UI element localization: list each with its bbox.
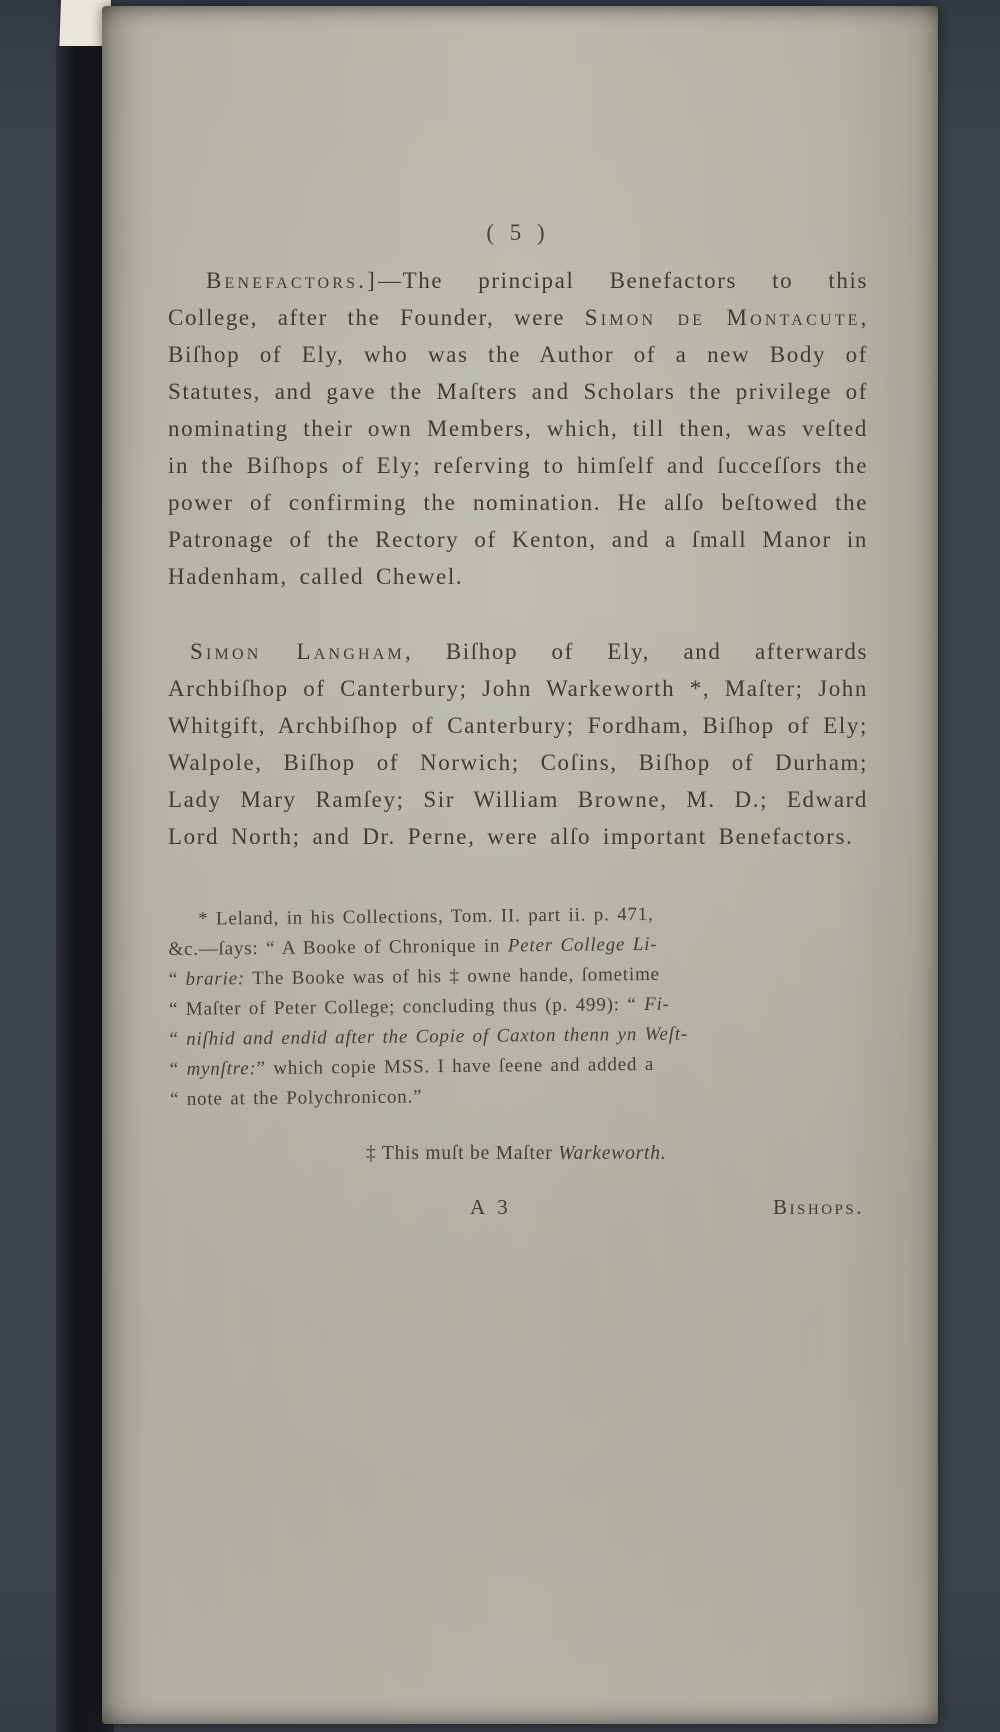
bottom-line (168, 1195, 868, 1220)
footnote-line (170, 1078, 870, 1115)
text-segment: The Booke was of his ‡ owne hande, ſometime (244, 963, 660, 990)
text-segment: Simon de Montacute (584, 305, 861, 330)
text-segment: —The principal Benefactors to this College, after the Founder, were (168, 268, 868, 330)
text-segment: , Biſhop of Ely, and afterwards Archbiſhop of Canterbury; John Warkeworth *, Maſter; John Whitgift, Archbiſhop of Canterbury; Fordham, Biſhop of Ely; Walpole, Biſhop of Norwich; Coſins, Biſhop of Durham; Lady Mary Ramſey; Sir William Browne, M. D.; Edward Lord North; and Dr. Perne, were alſo important Benefactors. (168, 639, 869, 849)
text-segment: , Biſhop of Ely, who was the Author of a new Body of Statutes, and gave the Maſters and Scholars the privilege of nominating their own Members, which, till then, was veſted in the Biſhops of Ely; reſerving to himſelf and ſucceſſors the power of confirming the nomination. He alſo beſtowed the Patronage of the Rectory of Kenton, and a ſmall Manor in Hadenham, called Chewel. (168, 305, 868, 589)
text-segment: ‡ This muſt be Maſter (366, 1143, 559, 1164)
text-segment: &c.—ſays: “ A Booke of Chronique in (168, 935, 508, 960)
text-block (168, 6, 868, 1220)
text-segment: “ (169, 1028, 187, 1050)
text-segment: Warkeworth. (558, 1143, 667, 1164)
signature-mark: A 3 (470, 1195, 512, 1219)
paragraph-langham (168, 633, 868, 855)
text-segment: “ Maſter of Peter College; concluding thus (p. 499): “ (168, 994, 645, 1020)
text-segment: Peter College Li- (507, 933, 658, 957)
text-segment: “ (169, 1058, 187, 1080)
footnote-leland (168, 898, 870, 1115)
text-segment: “ (168, 968, 186, 990)
catchword: Bishops. (773, 1195, 864, 1219)
text-segment: brarie: (185, 968, 246, 990)
paragraph-benefactors (168, 262, 868, 595)
text-segment: mynſtre: (186, 1058, 257, 1080)
dagger-note (366, 1143, 868, 1165)
text-segment: * Leland, in his Collections, Tom. II. part ii. p. 471, (198, 903, 654, 930)
text-segment: niſhid and endid after the Copie of Caxton thenn yn Weſt- (186, 1023, 689, 1050)
text-segment: Benefactors.] (206, 268, 378, 293)
page-number: ( 5 ) (486, 220, 550, 245)
text-segment: Simon Langham (190, 639, 405, 664)
text-segment: “ note at the Polychronicon.” (169, 1086, 423, 1110)
text-segment: Fi- (644, 993, 670, 1016)
text-segment: ” which copie MSS. I have ſeene and added a (256, 1053, 655, 1080)
book-page (102, 6, 938, 1724)
